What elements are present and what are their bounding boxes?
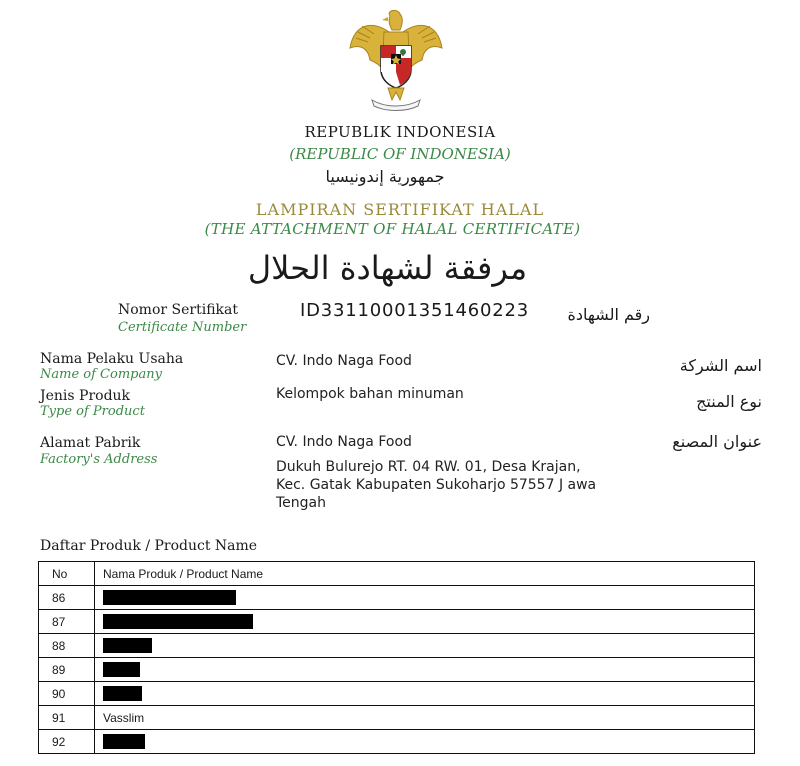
product-name-cell: [95, 634, 755, 658]
country-name-english: (REPUBLIC OF INDONESIA): [289, 145, 511, 163]
redaction-block: [103, 590, 236, 605]
document-title-english: (THE ATTACHMENT OF HALAL CERTIFICATE): [204, 220, 581, 238]
product-name-cell: [95, 586, 755, 610]
table-row: [39, 706, 755, 730]
row-number: 87: [39, 610, 95, 634]
redaction-block: [103, 638, 152, 653]
product-type-value: Kelompok bahan minuman: [276, 386, 464, 402]
certificate-number-value: ID33110001351460223: [300, 300, 530, 321]
redaction-block: [103, 614, 253, 629]
factory-name-value: CV. Indo Naga Food: [276, 434, 412, 450]
table-row: [39, 658, 755, 682]
product-list-heading: Daftar Produk / Product Name: [40, 538, 258, 554]
row-number: 92: [39, 730, 95, 754]
company-name-label: Nama Pelaku Usaha: [40, 351, 184, 367]
document-title-arabic: مرفقة لشهادة الحلال: [247, 249, 528, 287]
product-table: [38, 561, 755, 754]
product-name-cell: Vasslim: [95, 706, 755, 730]
row-number: 89: [39, 658, 95, 682]
redaction-block: [103, 662, 140, 677]
row-number: 88: [39, 634, 95, 658]
country-name-arabic: جمهورية إندونيسيا: [325, 167, 445, 186]
company-name-label-arabic: اسم الشركة: [679, 356, 762, 375]
company-name-value: CV. Indo Naga Food: [276, 353, 412, 369]
product-name-cell: [95, 658, 755, 682]
country-name: REPUBLIK INDONESIA: [304, 123, 496, 141]
document-title: LAMPIRAN SERTIFIKAT HALAL: [255, 200, 545, 219]
certificate-number-label-english: Certificate Number: [118, 320, 247, 335]
table-header-row: [39, 562, 755, 586]
table-row: [39, 610, 755, 634]
table-row: [39, 730, 755, 754]
product-name-cell: [95, 610, 755, 634]
factory-address-label-arabic: عنوان المصنع: [672, 432, 762, 451]
product-type-label-arabic: نوع المنتج: [696, 392, 762, 411]
factory-address-line-1: Dukuh Bulurejo RT. 04 RW. 01, Desa Krajan,: [276, 459, 581, 475]
row-number: 86: [39, 586, 95, 610]
certificate-number-label-arabic: رقم الشهادة: [567, 305, 650, 324]
product-name-cell: [95, 682, 755, 706]
row-number: 91: [39, 706, 95, 730]
redaction-block: [103, 734, 145, 749]
table-row: [39, 682, 755, 706]
row-number: 90: [39, 682, 95, 706]
certificate-number-label: Nomor Sertifikat: [118, 302, 238, 318]
factory-address-label: Alamat Pabrik: [40, 435, 141, 451]
column-header-no: No: [39, 562, 95, 586]
garuda-emblem-icon: [346, 8, 446, 112]
factory-address-line-3: Tengah: [276, 495, 326, 511]
factory-address-label-english: Factory's Address: [40, 452, 158, 467]
company-name-label-english: Name of Company: [40, 367, 162, 382]
column-header-product-name: Nama Produk / Product Name: [95, 562, 755, 586]
product-name-cell: [95, 730, 755, 754]
product-type-label: Jenis Produk: [40, 388, 131, 404]
table-row: [39, 634, 755, 658]
redaction-block: [103, 686, 142, 701]
product-type-label-english: Type of Product: [40, 404, 145, 419]
table-row: [39, 586, 755, 610]
factory-address-line-2: Kec. Gatak Kabupaten Sukoharjo 57557 J awa: [276, 477, 597, 493]
